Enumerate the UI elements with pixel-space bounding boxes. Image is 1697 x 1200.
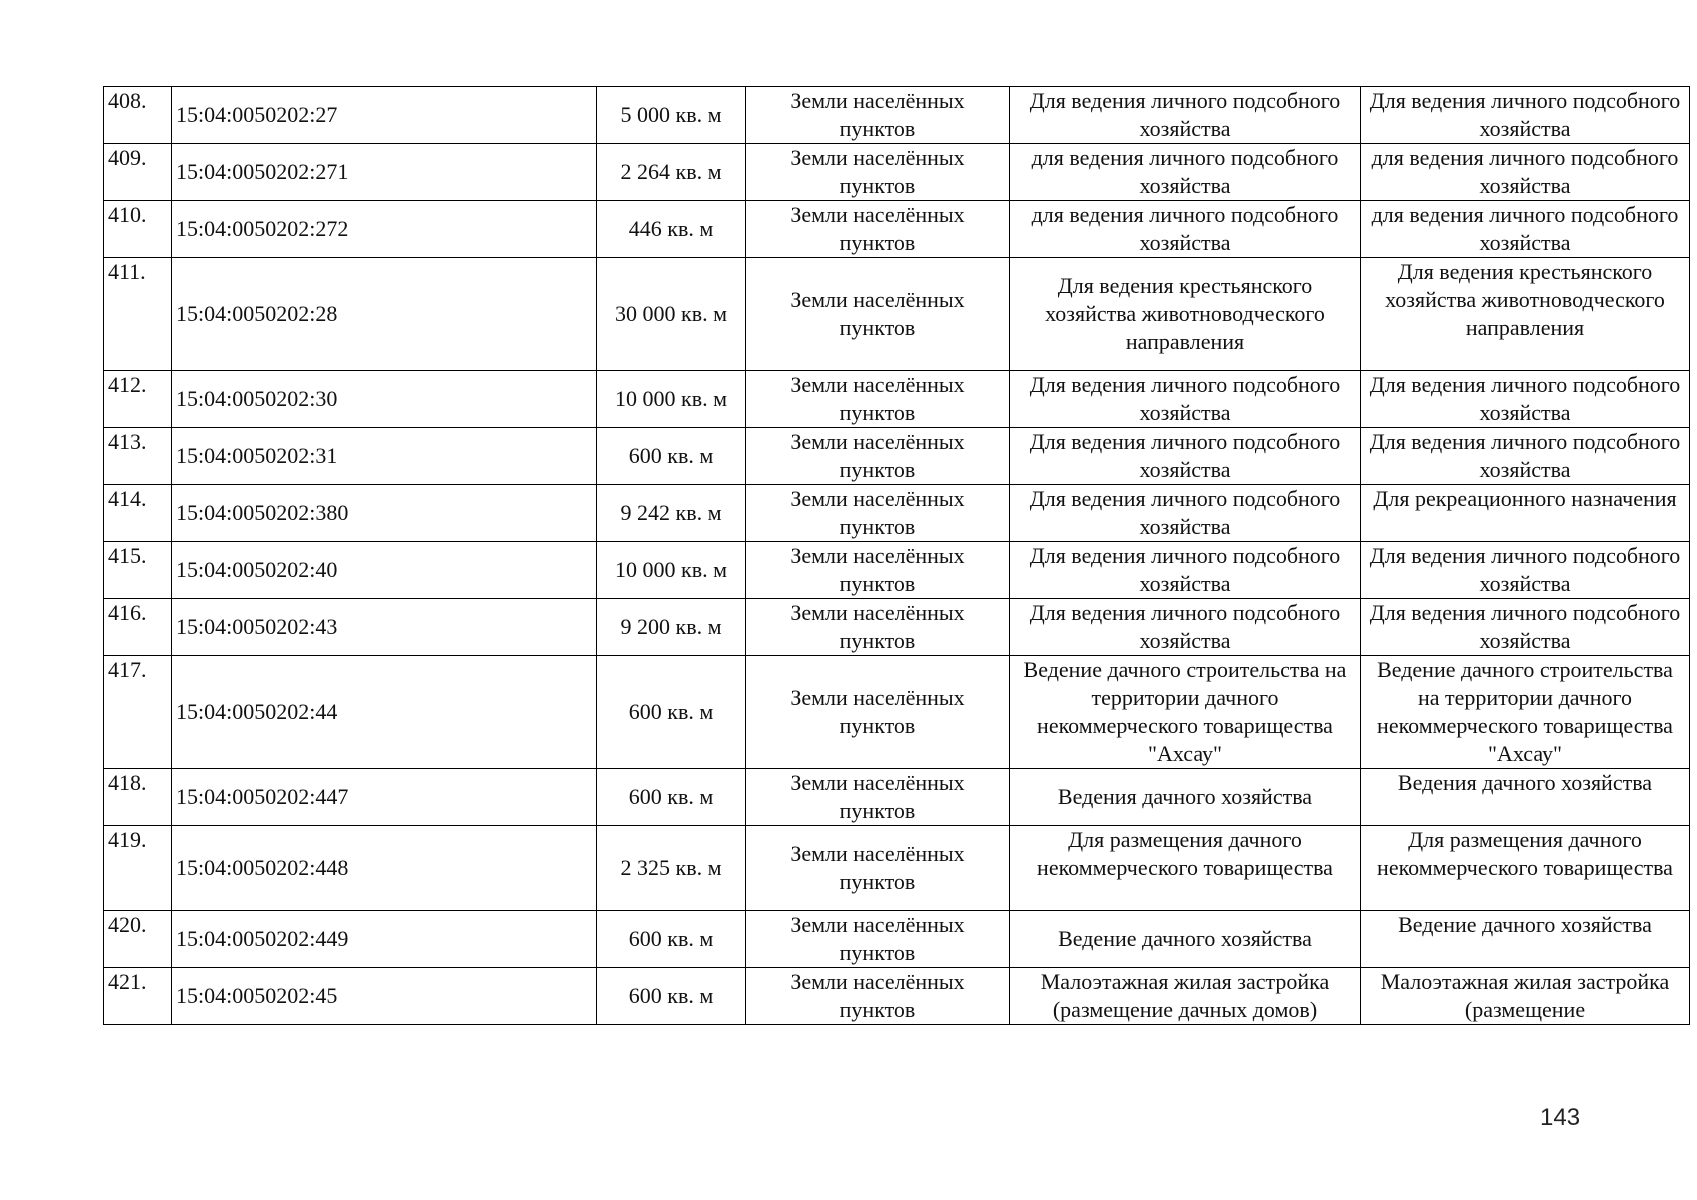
parcel-area: 600 кв. м: [597, 428, 746, 485]
permitted-use: Для ведения личного подсобного хозяйства: [1010, 87, 1361, 144]
actual-use: Ведения дачного хозяйства: [1361, 769, 1690, 826]
table-row: [104, 371, 1690, 428]
permitted-use: Для ведения личного подсобного хозяйства: [1010, 485, 1361, 542]
row-number: 409.: [104, 144, 172, 201]
permitted-use: Малоэтажная жилая застройка (размещение дачных домов): [1010, 968, 1361, 1025]
land-category: Земли населённых пунктов: [746, 656, 1010, 769]
land-category: Земли населённых пунктов: [746, 371, 1010, 428]
permitted-use: для ведения личного подсобного хозяйства: [1010, 201, 1361, 258]
actual-use: для ведения личного подсобного хозяйства: [1361, 201, 1690, 258]
actual-use: Ведение дачного хозяйства: [1361, 911, 1690, 968]
actual-use: Малоэтажная жилая застройка (размещение: [1361, 968, 1690, 1025]
parcel-area: 5 000 кв. м: [597, 87, 746, 144]
table-row: [104, 258, 1690, 371]
land-category: Земли населённых пунктов: [746, 911, 1010, 968]
permitted-use: Для ведения личного подсобного хозяйства: [1010, 428, 1361, 485]
table-row: [104, 656, 1690, 769]
land-category: Земли населённых пунктов: [746, 599, 1010, 656]
row-number: 415.: [104, 542, 172, 599]
parcel-area: 600 кв. м: [597, 656, 746, 769]
actual-use: Для ведения личного подсобного хозяйства: [1361, 428, 1690, 485]
cadastral-number: 15:04:0050202:27: [172, 87, 597, 144]
parcel-area: 10 000 кв. м: [597, 371, 746, 428]
cadastral-number: 15:04:0050202:271: [172, 144, 597, 201]
actual-use: для ведения личного подсобного хозяйства: [1361, 144, 1690, 201]
row-number: 413.: [104, 428, 172, 485]
actual-use: Для ведения личного подсобного хозяйства: [1361, 87, 1690, 144]
permitted-use: Ведения дачного хозяйства: [1010, 769, 1361, 826]
permitted-use: Для ведения крестьянского хозяйства животноводческого направления: [1010, 258, 1361, 371]
table-row: [104, 911, 1690, 968]
cadastral-number: 15:04:0050202:31: [172, 428, 597, 485]
actual-use: Для ведения личного подсобного хозяйства: [1361, 599, 1690, 656]
table-row: [104, 87, 1690, 144]
row-number: 419.: [104, 826, 172, 911]
permitted-use: для ведения личного подсобного хозяйства: [1010, 144, 1361, 201]
parcel-area: 10 000 кв. м: [597, 542, 746, 599]
parcel-area: 9 242 кв. м: [597, 485, 746, 542]
parcel-area: 446 кв. м: [597, 201, 746, 258]
land-category: Земли населённых пунктов: [746, 201, 1010, 258]
land-category: Земли населённых пунктов: [746, 485, 1010, 542]
row-number: 414.: [104, 485, 172, 542]
permitted-use: Ведение дачного строительства на территории дачного некоммерческого товарищества "Ахсау": [1010, 656, 1361, 769]
row-number: 410.: [104, 201, 172, 258]
cadastral-number: 15:04:0050202:447: [172, 769, 597, 826]
row-number: 420.: [104, 911, 172, 968]
cadastral-number: 15:04:0050202:272: [172, 201, 597, 258]
land-category: Земли населённых пунктов: [746, 258, 1010, 371]
actual-use: Ведение дачного строительства на территории дачного некоммерческого товарищества "Ахсау": [1361, 656, 1690, 769]
land-category: Земли населённых пунктов: [746, 87, 1010, 144]
cadastral-number: 15:04:0050202:44: [172, 656, 597, 769]
land-category: Земли населённых пунктов: [746, 144, 1010, 201]
permitted-use: Для размещения дачного некоммерческого товарищества: [1010, 826, 1361, 911]
land-parcels-table: [103, 86, 1690, 1025]
table-row: [104, 428, 1690, 485]
parcel-area: 9 200 кв. м: [597, 599, 746, 656]
cadastral-number: 15:04:0050202:448: [172, 826, 597, 911]
actual-use: Для ведения крестьянского хозяйства животноводческого направления: [1361, 258, 1690, 371]
permitted-use: Для ведения личного подсобного хозяйства: [1010, 599, 1361, 656]
land-category: Земли населённых пунктов: [746, 968, 1010, 1025]
actual-use: Для размещения дачного некоммерческого товарищества: [1361, 826, 1690, 911]
parcel-area: 600 кв. м: [597, 968, 746, 1025]
row-number: 418.: [104, 769, 172, 826]
table-row: [104, 144, 1690, 201]
row-number: 412.: [104, 371, 172, 428]
page-number: 143: [1540, 1104, 1581, 1131]
cadastral-number: 15:04:0050202:43: [172, 599, 597, 656]
parcel-area: 600 кв. м: [597, 769, 746, 826]
cadastral-number: 15:04:0050202:28: [172, 258, 597, 371]
actual-use: Для рекреационного назначения: [1361, 485, 1690, 542]
row-number: 416.: [104, 599, 172, 656]
cadastral-number: 15:04:0050202:40: [172, 542, 597, 599]
table-row: [104, 542, 1690, 599]
permitted-use: Ведение дачного хозяйства: [1010, 911, 1361, 968]
cadastral-number: 15:04:0050202:449: [172, 911, 597, 968]
land-category: Земли населённых пунктов: [746, 428, 1010, 485]
row-number: 421.: [104, 968, 172, 1025]
table-row: [104, 201, 1690, 258]
parcel-area: 30 000 кв. м: [597, 258, 746, 371]
table-row: [104, 968, 1690, 1025]
permitted-use: Для ведения личного подсобного хозяйства: [1010, 542, 1361, 599]
table-row: [104, 826, 1690, 911]
cadastral-number: 15:04:0050202:380: [172, 485, 597, 542]
permitted-use: Для ведения личного подсобного хозяйства: [1010, 371, 1361, 428]
actual-use: Для ведения личного подсобного хозяйства: [1361, 542, 1690, 599]
row-number: 411.: [104, 258, 172, 371]
parcel-area: 2 325 кв. м: [597, 826, 746, 911]
parcel-area: 600 кв. м: [597, 911, 746, 968]
actual-use: Для ведения личного подсобного хозяйства: [1361, 371, 1690, 428]
cadastral-number: 15:04:0050202:45: [172, 968, 597, 1025]
parcel-area: 2 264 кв. м: [597, 144, 746, 201]
table-row: [104, 485, 1690, 542]
land-category: Земли населённых пунктов: [746, 769, 1010, 826]
table-row: [104, 769, 1690, 826]
row-number: 408.: [104, 87, 172, 144]
table-row: [104, 599, 1690, 656]
land-category: Земли населённых пунктов: [746, 542, 1010, 599]
row-number: 417.: [104, 656, 172, 769]
land-category: Земли населённых пунктов: [746, 826, 1010, 911]
cadastral-number: 15:04:0050202:30: [172, 371, 597, 428]
